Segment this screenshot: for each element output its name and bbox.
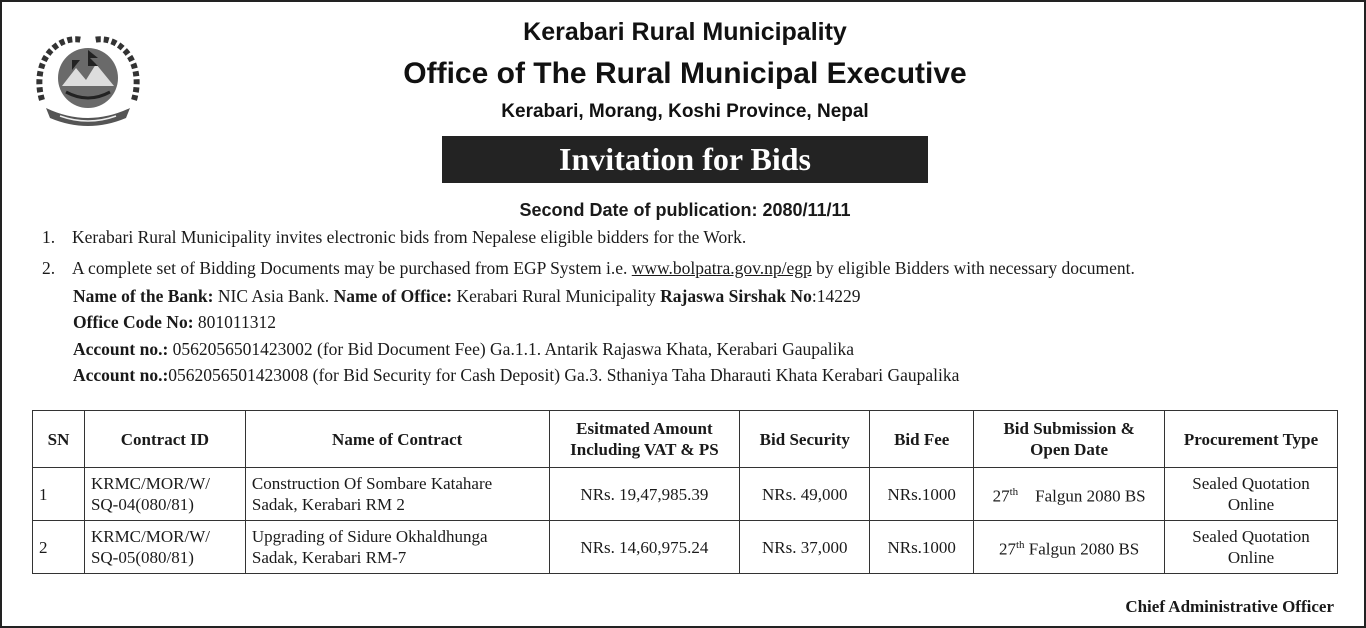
row-sn: 1 <box>33 468 85 521</box>
date-day: 27 <box>998 539 1016 559</box>
date-day: 27 <box>992 486 1010 506</box>
municipality-name: Kerabari Rural Municipality <box>523 18 847 46</box>
procurement-line1: Sealed Quotation <box>1192 527 1310 546</box>
office-code-value: 801011312 <box>193 312 277 332</box>
row-contract-name <box>245 468 549 521</box>
clause-1-text: Kerabari Rural Municipality invites electronic bids from Nepalese eligible bidders for the Work. <box>72 227 747 247</box>
row-procurement <box>1165 521 1338 574</box>
office-code <box>73 312 276 333</box>
row-contract-id <box>84 468 245 521</box>
row-fee: NRs.1000 <box>870 468 974 521</box>
contract-name-line2: Sadak, Kerabari RM 2 <box>251 495 405 514</box>
account2-label: Account no.: <box>73 365 169 385</box>
rajaswa-value: :14229 <box>811 286 861 306</box>
header-contract-id: Contract ID <box>84 411 245 468</box>
header-amount-line2: Including VAT & PS <box>570 440 719 459</box>
header-procurement-type: Procurement Type <box>1165 411 1338 468</box>
row-submission-date <box>974 468 1165 521</box>
row-amount: NRs. 19,47,985.39 <box>549 468 740 521</box>
clause-1-number: 1. <box>42 227 56 247</box>
clause-2-number: 2. <box>42 258 56 278</box>
account-document-fee <box>73 339 854 360</box>
row-amount: NRs. 14,60,975.24 <box>549 521 740 574</box>
procurement-line2: Online <box>1227 495 1275 514</box>
row-contract-id <box>84 521 245 574</box>
row-submission-date <box>974 521 1165 574</box>
row-sn: 2 <box>33 521 85 574</box>
contract-id-line2: SQ-04(080/81) <box>90 495 194 514</box>
signature-title: Chief Administrative Officer <box>1125 597 1334 616</box>
office-label: Name of Office: <box>333 286 453 306</box>
header-sn: SN <box>33 411 85 468</box>
table-header-row <box>33 411 1338 468</box>
row-procurement <box>1165 468 1338 521</box>
office-code-label: Office Code No: <box>73 312 194 332</box>
procurement-line1: Sealed Quotation <box>1192 474 1310 493</box>
egp-link[interactable]: www.bolpatra.gov.np/egp <box>631 258 812 278</box>
clause-1 <box>42 227 746 248</box>
invitation-banner <box>442 136 928 183</box>
contract-id-line2: SQ-05(080/81) <box>90 548 194 567</box>
contract-name-line2: Sadak, Kerabari RM-7 <box>251 548 407 567</box>
banner-title: Invitation for Bids <box>559 141 811 177</box>
header-submission-date <box>974 411 1165 468</box>
header-submission-line2: Open Date <box>1030 440 1109 459</box>
header-bid-fee: Bid Fee <box>870 411 974 468</box>
row-security: NRs. 49,000 <box>740 468 870 521</box>
row-contract-name <box>245 521 549 574</box>
date-rest: Falgun 2080 BS <box>1018 486 1146 506</box>
date-rest: Falgun 2080 BS <box>1024 539 1140 559</box>
table-row <box>33 468 1338 521</box>
header-amount-line1: Esitmated Amount <box>576 419 713 438</box>
clause-2-text-end: by eligible Bidders with necessary document. <box>811 258 1135 278</box>
bank-value: NIC Asia Bank. <box>213 286 334 306</box>
row-fee: NRs.1000 <box>870 521 974 574</box>
office-address: Kerabari, Morang, Koshi Province, Nepal <box>501 101 869 122</box>
account1-value: 0562056501423002 (for Bid Document Fee) Ga.1.1. Antarik Rajaswa Khata, Kerabari Gaupalika <box>168 339 855 359</box>
clause-2-text-start: A complete set of Bidding Documents may be purchased from EGP System i.e. <box>72 258 632 278</box>
header-bid-security: Bid Security <box>740 411 870 468</box>
bank-details <box>73 286 860 307</box>
header-submission-line1: Bid Submission & <box>1003 419 1135 438</box>
publication-date: Second Date of publication: 2080/11/11 <box>519 200 851 220</box>
date-suffix: th <box>1015 538 1025 551</box>
procurement-line2: Online <box>1227 548 1275 567</box>
account2-value: 0562056501423008 (for Bid Security for Cash Deposit) Ga.3. Sthaniya Taha Dharauti Khata Kerabari Gaupalika <box>168 365 960 385</box>
contract-name-line1: Upgrading of Sidure Okhaldhunga <box>251 527 488 546</box>
date-suffix: th <box>1009 485 1019 498</box>
bank-label: Name of the Bank: <box>73 286 214 306</box>
bids-table <box>32 410 1338 574</box>
header-estimated-amount <box>549 411 740 468</box>
account-bid-security <box>73 365 959 386</box>
header-contract-name: Name of Contract <box>245 411 549 468</box>
row-security: NRs. 37,000 <box>740 521 870 574</box>
clause-2 <box>42 258 1135 279</box>
table-row <box>33 521 1338 574</box>
contract-id-line1: KRMC/MOR/W/ <box>90 474 210 493</box>
account1-label: Account no.: <box>73 339 169 359</box>
rajaswa-label: Rajaswa Sirshak No <box>660 286 812 306</box>
contract-id-line1: KRMC/MOR/W/ <box>90 527 210 546</box>
office-value: Kerabari Rural Municipality <box>452 286 661 306</box>
office-name: Office of The Rural Municipal Executive <box>403 57 967 90</box>
contract-name-line1: Construction Of Sombare Katahare <box>251 474 493 493</box>
